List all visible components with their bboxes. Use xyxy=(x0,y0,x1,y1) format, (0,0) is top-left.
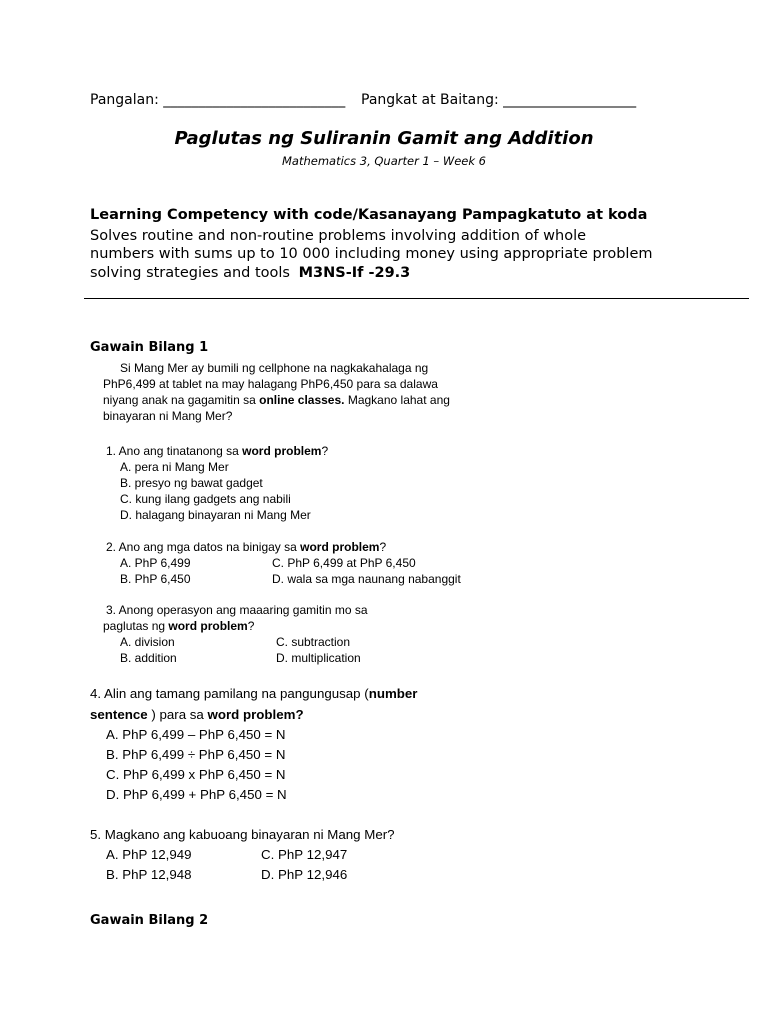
q1-stem-start: 1. Ano ang tinatanong sa xyxy=(106,444,243,458)
problem-line-3-bold: online classes. xyxy=(259,393,345,407)
competency-line-2: numbers with sums up to 10 000 including money using appropriate problem xyxy=(90,246,653,263)
q4-stem-bold: number xyxy=(368,686,418,701)
competency-code: M3NS-If -29.3 xyxy=(298,264,411,281)
competency-line-3-text: solving strategies and tools xyxy=(90,264,295,281)
q1-choice-c: C. kung ilang gadgets ang nabili xyxy=(120,492,291,506)
problem-line-2: PhP6,499 at tablet na may halagang PhP6,450 para sa dalawa xyxy=(103,377,438,391)
problem-line-3-start: niyang anak na gagamitin sa xyxy=(103,393,260,407)
problem-line-3 xyxy=(103,393,450,407)
q2-stem-start: 2. Ano ang mga datos na binigay sa xyxy=(106,540,301,554)
question-3-stem-line-2 xyxy=(103,619,254,633)
competency-line-3 xyxy=(90,264,710,282)
section-divider xyxy=(84,298,749,299)
q4-stem-bold-3: word problem? xyxy=(207,707,304,722)
q2-choice-a: A. PhP 6,499 xyxy=(120,556,191,570)
q4-stem-start: 4. Alin ang tamang pamilang na pangungusap ( xyxy=(90,686,369,701)
q5-choice-a: A. PhP 12,949 xyxy=(106,847,192,862)
question-4-stem-line-1 xyxy=(90,686,417,701)
q2-choice-c: C. PhP 6,499 at PhP 6,450 xyxy=(272,556,416,570)
question-2-stem xyxy=(106,540,386,554)
q3-stem-start: paglutas ng xyxy=(103,619,169,633)
question-4-stem-line-2 xyxy=(90,707,304,722)
q3-choice-b: B. addition xyxy=(120,651,177,665)
gawain-1-heading: Gawain Bilang 1 xyxy=(90,340,209,355)
q4-choice-b: B. PhP 6,499 ÷ PhP 6,450 = N xyxy=(106,747,286,762)
question-1-stem xyxy=(106,444,328,458)
q1-stem-end: ? xyxy=(321,444,329,458)
q4-choice-a: A. PhP 6,499 – PhP 6,450 = N xyxy=(106,727,286,742)
q1-stem-bold: word problem xyxy=(242,444,322,458)
q1-choice-b: B. presyo ng bawat gadget xyxy=(120,476,263,490)
competency-line-1: Solves routine and non-routine problems involving addition of whole xyxy=(90,228,587,244)
q3-choice-c: C. subtraction xyxy=(276,635,351,649)
q4-choice-d: D. PhP 6,499 + PhP 6,450 = N xyxy=(106,787,287,802)
problem-line-1: Si Mang Mer ay bumili ng cellphone na nagkakahalaga ng xyxy=(120,361,429,375)
question-3-stem-line-1: 3. Anong operasyon ang maaaring gamitin mo sa xyxy=(106,603,368,617)
competency-heading: Learning Competency with code/Kasanayang Pampagkatuto at koda xyxy=(90,207,648,223)
q5-choice-d: D. PhP 12,946 xyxy=(261,867,348,882)
q3-choice-a: A. division xyxy=(120,635,175,649)
problem-line-3-end: Magkano lahat ang xyxy=(344,393,450,407)
section-field-label: Pangkat at Baitang: ___________________ xyxy=(361,92,637,108)
competency-body xyxy=(90,227,710,282)
q5-choice-c: C. PhP 12,947 xyxy=(261,847,348,862)
q4-stem-mid: ) para sa xyxy=(147,707,208,722)
q4-stem-bold-2: sentence xyxy=(90,707,148,722)
q2-stem-end: ? xyxy=(379,540,387,554)
q1-choice-a: A. pera ni Mang Mer xyxy=(120,460,229,474)
question-5-stem: 5. Magkano ang kabuoang binayaran ni Mang Mer? xyxy=(90,827,395,842)
gawain-2-heading: Gawain Bilang 2 xyxy=(90,913,209,928)
q5-choice-b: B. PhP 12,948 xyxy=(106,867,192,882)
q3-stem-bold: word problem xyxy=(168,619,248,633)
q2-stem-bold: word problem xyxy=(300,540,380,554)
page-title: Paglutas ng Suliranin Gamit ang Addition xyxy=(174,128,594,149)
q3-choice-d: D. multiplication xyxy=(276,651,361,665)
page-subtitle: Mathematics 3, Quarter 1 – Week 6 xyxy=(281,154,486,168)
q4-choice-c: C. PhP 6,499 x PhP 6,450 = N xyxy=(106,767,286,782)
problem-line-4: binayaran ni Mang Mer? xyxy=(103,409,233,423)
name-field-label: Pangalan: __________________________ xyxy=(90,92,346,108)
q2-choice-d: D. wala sa mga naunang nabanggit xyxy=(272,572,461,586)
q3-stem-end: ? xyxy=(247,619,255,633)
q1-choice-d: D. halagang binayaran ni Mang Mer xyxy=(120,508,311,522)
q2-choice-b: B. PhP 6,450 xyxy=(120,572,191,586)
